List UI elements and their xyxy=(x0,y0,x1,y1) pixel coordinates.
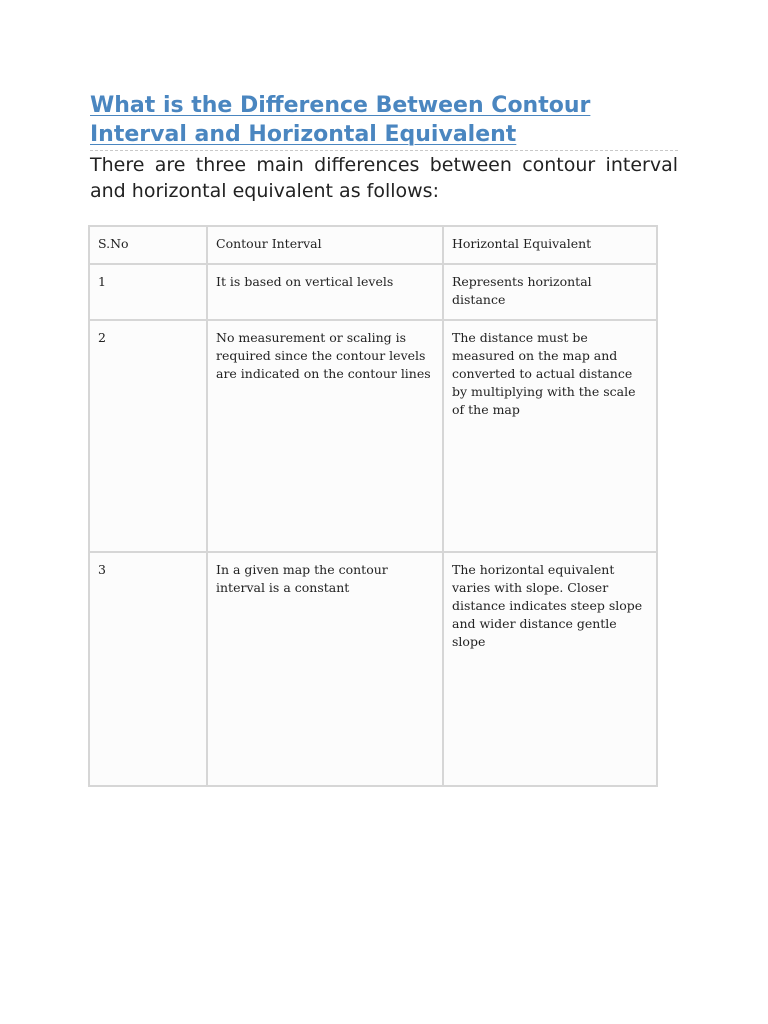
heading-divider xyxy=(90,150,678,151)
table-cell-contour-interval: In a given map the contour interval is a constant xyxy=(207,552,443,786)
table-cell-contour-interval: No measurement or scaling is required since the contour levels are indicated on the contour lines xyxy=(207,320,443,552)
table-cell-sno: 2 xyxy=(89,320,207,552)
header-cell-sno: S.No xyxy=(89,226,207,264)
header-cell-horizontal-equivalent: Horizontal Equivalent xyxy=(443,226,657,264)
header-cell-contour-interval: Contour Interval xyxy=(207,226,443,264)
table-cell-horizontal-equivalent: The horizontal equivalent varies with slope. Closer distance indicates steep slope and wider distance gentle slope xyxy=(443,552,657,786)
table-row xyxy=(89,264,657,320)
section-heading: What is the Difference Between Contour Interval and Horizontal Equivalent xyxy=(90,93,591,147)
table-cell-sno: 3 xyxy=(89,552,207,786)
table-row xyxy=(89,320,657,552)
table-cell-contour-interval: It is based on vertical levels xyxy=(207,264,443,320)
table-row xyxy=(89,552,657,786)
table-cell-sno: 1 xyxy=(89,264,207,320)
differences-table xyxy=(88,225,658,787)
table-cell-horizontal-equivalent: Represents horizontal distance xyxy=(443,264,657,320)
intro-paragraph: There are three main differences between contour interval and horizontal equivalent as follows: xyxy=(90,154,678,202)
table-cell-horizontal-equivalent: The distance must be measured on the map and converted to actual distance by multiplying with the scale of the map xyxy=(443,320,657,552)
table-header-row xyxy=(89,226,657,264)
